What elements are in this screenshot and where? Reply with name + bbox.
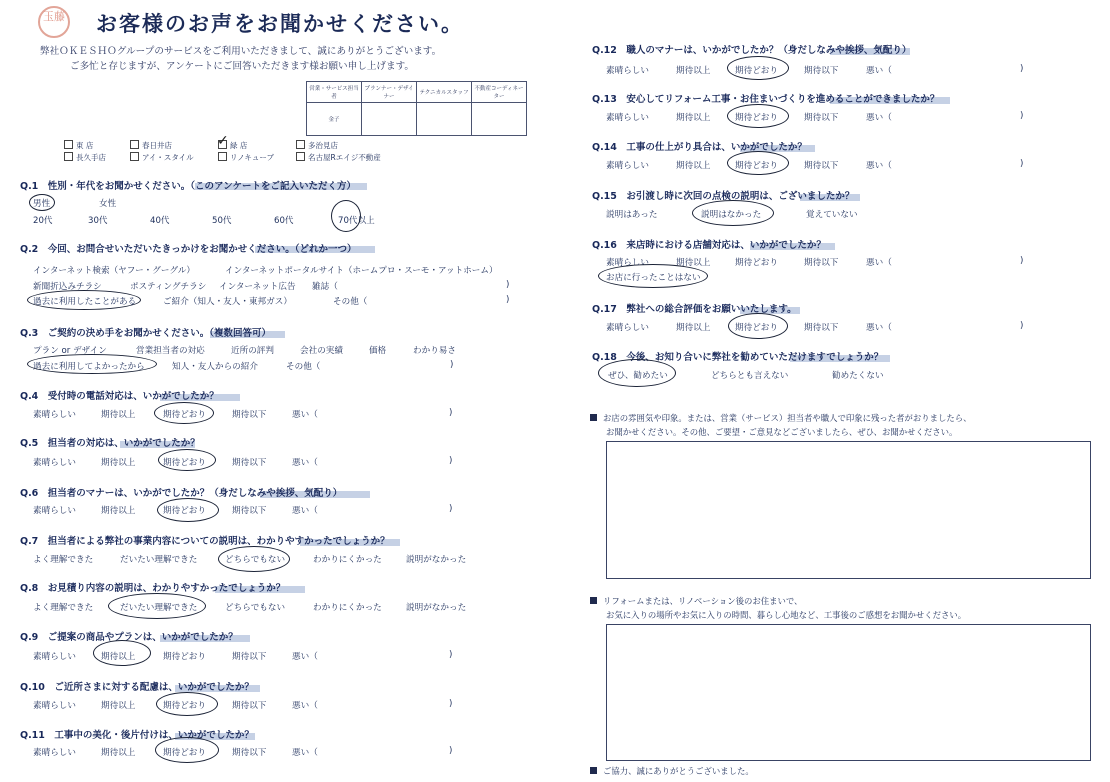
q9-option-above[interactable]: 期待以上 <box>101 652 136 662</box>
q11-option-poor[interactable]: 悪い（ <box>292 748 318 758</box>
question-7: Q.7 担当者による弊社の事業内容についての説明は、わかりやすかったでしょうか？ <box>20 536 390 547</box>
intro-line-2: ご多忙と存じますが、アンケートにご回答いただきます様お願い申し上げます。 <box>70 61 415 72</box>
option-20s[interactable]: 20代 <box>33 216 53 226</box>
q7-option-no-explanation[interactable]: 説明がなかった <box>406 555 467 565</box>
q17-option-poor[interactable]: 悪い（ <box>866 323 892 333</box>
option-price[interactable]: 価格 <box>369 346 387 356</box>
q10-option-poor[interactable]: 悪い（ <box>292 701 318 711</box>
q4-option-poor[interactable]: 悪い（ <box>292 410 318 420</box>
q14-option-as-expected[interactable]: 期待どおり <box>735 161 778 171</box>
q12-option-poor-close: ) <box>1020 64 1024 74</box>
q16-option-poor[interactable]: 悪い（ <box>866 258 892 268</box>
q15-option-not-explained[interactable]: 説明はなかった <box>701 210 762 220</box>
bullet-icon <box>590 414 597 421</box>
q17-option-poor-close: ) <box>1020 321 1024 331</box>
q5-option-poor-close: ) <box>449 456 453 466</box>
comment-box-1[interactable] <box>606 441 1091 579</box>
q11-option-excellent[interactable]: 素晴らしい <box>33 748 76 758</box>
q16-option-poor-close: ) <box>1020 256 1024 266</box>
q18-option-recommend[interactable]: ぜひ、勧めたい <box>608 371 668 381</box>
q8-option-no-explanation[interactable]: 説明がなかった <box>406 603 467 613</box>
question-9: Q.9 ご提案の商品やプランは、いかがでしたか？ <box>20 632 238 643</box>
thanks-message: ご協力、誠にありがとうございました。 <box>590 765 754 777</box>
q16-option-never-visited[interactable]: お店に行ったことはない <box>606 273 701 283</box>
store-checkbox-renocube[interactable]: リノキューブ <box>218 152 274 163</box>
q13-option-excellent[interactable]: 素晴らしい <box>606 113 649 123</box>
question-16: Q.16 来店時における店舗対応は、いかがでしたか？ <box>592 240 826 251</box>
option-other-close: ) <box>506 295 510 305</box>
q8-option-understood-well[interactable]: よく理解できた <box>33 603 94 613</box>
store-checkbox-midori[interactable]: 緑 店 <box>218 140 247 151</box>
option-female[interactable]: 女性 <box>99 199 117 209</box>
store-checkbox-kasugai[interactable]: 春日井店 <box>130 140 172 151</box>
q7-option-mostly-understood[interactable]: だいたい理解できた <box>120 555 198 565</box>
question-12: Q.12 職人のマナーは、いかがでしたか？（身だしなみや挨拶、気配り） <box>592 45 912 56</box>
q14-option-above[interactable]: 期待以上 <box>676 161 711 171</box>
q6-option-poor[interactable]: 悪い（ <box>292 506 318 516</box>
q14-option-below[interactable]: 期待以下 <box>804 161 839 171</box>
store-checkbox-r-age[interactable]: 名古屋Rエイジ不動産 <box>296 152 381 163</box>
q11-option-as-expected[interactable]: 期待どおり <box>163 748 206 758</box>
question-6: Q.6 担当者のマナーは、いかがでしたか？（身だしなみや挨拶、気配り） <box>20 488 343 499</box>
q17-option-excellent[interactable]: 素晴らしい <box>606 323 649 333</box>
staff-cell-planner[interactable] <box>362 103 417 136</box>
store-checkbox-i-style[interactable]: アイ・スタイル <box>130 152 194 163</box>
q5-option-poor[interactable]: 悪い（ <box>292 458 318 468</box>
seal-stamp: 玉藤 <box>38 6 70 38</box>
staff-header-technical: テクニカルスタッフ <box>417 82 472 103</box>
question-5: Q.5 担当者の対応は、いかがでしたか？ <box>20 438 200 449</box>
q13-option-as-expected[interactable]: 期待どおり <box>735 113 778 123</box>
q4-option-above[interactable]: 期待以上 <box>101 410 136 420</box>
q13-option-poor[interactable]: 悪い（ <box>866 113 892 123</box>
q16-option-excellent[interactable]: 素晴らしい <box>606 258 649 268</box>
q9-option-as-expected[interactable]: 期待どおり <box>163 652 206 662</box>
question-13: Q.13 安心してリフォーム工事・お住まいづくりを進めることができましたか？ <box>592 94 940 105</box>
q7-option-hard-to-understand[interactable]: わかりにくかった <box>313 555 382 565</box>
q5-option-excellent[interactable]: 素晴らしい <box>33 458 76 468</box>
q8-option-hard-to-understand[interactable]: わかりにくかった <box>313 603 382 613</box>
q9-option-poor[interactable]: 悪い（ <box>292 652 318 662</box>
q5-option-as-expected[interactable]: 期待どおり <box>163 458 206 468</box>
q14-option-excellent[interactable]: 素晴らしい <box>606 161 649 171</box>
q7-option-understood-well[interactable]: よく理解できた <box>33 555 94 565</box>
question-2: Q.2 今回、お問合せいただいたきっかけをお聞かせください。（どれか一つ） <box>20 244 357 255</box>
option-reputation[interactable]: 近所の評判 <box>231 346 274 356</box>
q9-option-poor-close: ) <box>449 650 453 660</box>
q7-option-neutral[interactable]: どちらでもない <box>225 555 286 565</box>
q17-option-as-expected[interactable]: 期待どおり <box>735 323 778 333</box>
question-11: Q.11 工事中の美化・後片付けは、いかがでしたか？ <box>20 730 254 741</box>
comment-prompt-2-line-1: リフォームまたは、リノベーション後のお住まいで、 <box>590 595 802 607</box>
option-40s[interactable]: 40代 <box>150 216 170 226</box>
option-other-q3-close: ) <box>450 360 454 370</box>
bullet-icon <box>590 767 597 774</box>
q6-option-poor-close: ) <box>449 504 453 514</box>
q11-option-poor-close: ) <box>449 746 453 756</box>
q8-option-neutral[interactable]: どちらでもない <box>225 603 286 613</box>
option-magazine[interactable]: 雑誌（ <box>312 282 338 292</box>
q15-option-explained[interactable]: 説明はあった <box>606 210 658 220</box>
q18-option-undecided[interactable]: どちらとも言えない <box>711 371 789 381</box>
option-internet-ad[interactable]: インターネット広告 <box>219 282 296 292</box>
staff-cell-technical[interactable] <box>417 103 472 136</box>
option-50s[interactable]: 50代 <box>212 216 232 226</box>
q12-option-below[interactable]: 期待以下 <box>804 66 839 76</box>
q6-option-below[interactable]: 期待以下 <box>232 506 267 516</box>
q10-option-as-expected[interactable]: 期待どおり <box>163 701 206 711</box>
q15-option-dont-remember[interactable]: 覚えていない <box>806 210 858 220</box>
q17-option-below[interactable]: 期待以下 <box>804 323 839 333</box>
q10-option-below[interactable]: 期待以下 <box>232 701 267 711</box>
q5-option-above[interactable]: 期待以上 <box>101 458 136 468</box>
question-8: Q.8 お見積り内容の説明は、わかりやすかったでしょうか？ <box>20 583 286 594</box>
option-internet-search[interactable]: インターネット検索（ヤフー・グーグル） <box>33 266 195 276</box>
q11-option-above[interactable]: 期待以上 <box>101 748 136 758</box>
q12-option-excellent[interactable]: 素晴らしい <box>606 66 649 76</box>
option-30s[interactable]: 30代 <box>88 216 108 226</box>
option-other-q3[interactable]: その他（ <box>286 362 321 372</box>
option-plan-design[interactable]: プラン or デザイン <box>33 346 107 356</box>
option-used-before[interactable]: 過去に利用したことがある <box>33 297 137 307</box>
option-referral[interactable]: ご紹介（知人・友人・東邦ガス） <box>163 297 292 307</box>
staff-header-sales: 営業・サービス担当者 <box>307 82 362 103</box>
option-male[interactable]: 男性 <box>33 199 51 209</box>
q6-option-excellent[interactable]: 素晴らしい <box>33 506 76 516</box>
q16-option-below[interactable]: 期待以下 <box>804 258 839 268</box>
comment-prompt-1-line-1: お店の雰囲気や印象。または、営業（サービス）担当者や職人で印象に残った者がおりましたら、 <box>590 412 972 424</box>
staff-cell-realestate[interactable] <box>472 103 527 136</box>
option-sales-response[interactable]: 営業担当者の対応 <box>136 346 205 356</box>
comment-prompt-2-line-2: お気に入りの場所やお気に入りの時間、暮らし心地など、工事後のご感想をお聞かせください。 <box>606 610 967 620</box>
option-magazine-close: ) <box>506 280 510 290</box>
q12-option-poor[interactable]: 悪い（ <box>866 66 892 76</box>
q4-option-as-expected[interactable]: 期待どおり <box>163 410 206 420</box>
option-track-record[interactable]: 会社の実績 <box>300 346 343 356</box>
q12-option-as-expected[interactable]: 期待どおり <box>735 66 778 76</box>
question-18: Q.18 今後、お知り合いに弊社を勧めていただけますでしょうか？ <box>592 352 884 363</box>
question-10: Q.10 ご近所さまに対する配慮は、いかがでしたか？ <box>20 682 254 693</box>
staff-table <box>306 81 527 136</box>
q13-option-below[interactable]: 期待以下 <box>804 113 839 123</box>
option-other[interactable]: その他（ <box>333 297 368 307</box>
q6-option-above[interactable]: 期待以上 <box>101 506 136 516</box>
store-checkbox-tajimi[interactable]: 多治見店 <box>296 140 338 151</box>
q4-option-below[interactable]: 期待以下 <box>232 410 267 420</box>
q12-option-above[interactable]: 期待以上 <box>676 66 711 76</box>
q13-option-poor-close: ) <box>1020 111 1024 121</box>
bullet-icon <box>590 597 597 604</box>
option-70s-plus[interactable]: 70代以上 <box>338 216 375 226</box>
option-60s[interactable]: 60代 <box>274 216 294 226</box>
q5-option-below[interactable]: 期待以下 <box>232 458 267 468</box>
q17-option-above[interactable]: 期待以上 <box>676 323 711 333</box>
question-17: Q.17 弊社への総合評価をお願いいたします。 <box>592 304 797 315</box>
staff-header-realestate: 不動産コーディネーター <box>472 82 527 103</box>
option-good-past-experience[interactable]: 過去に利用してよかったから <box>33 362 145 372</box>
q9-option-excellent[interactable]: 素晴らしい <box>33 652 76 662</box>
q11-option-below[interactable]: 期待以下 <box>232 748 267 758</box>
q6-option-as-expected[interactable]: 期待どおり <box>163 506 206 516</box>
option-clarity[interactable]: わかり易さ <box>413 346 456 356</box>
intro-line-1: 弊社ＯＫＥＳＨＯグループのサービスをご利用いただきまして、誠にありがとうございます。 <box>40 46 442 57</box>
checkmark-icon: ✓ <box>217 133 229 149</box>
option-newspaper-flyer[interactable]: 新聞折込みチラシ <box>33 282 102 292</box>
comment-prompt-1-line-2: お聞かせください。その他、ご要望・ご意見などございましたら、ぜひ、お聞かせください。 <box>606 427 958 437</box>
question-4: Q.4 受付時の電話対応は、いかがでしたか？ <box>20 391 219 402</box>
q8-option-mostly-understood[interactable]: だいたい理解できた <box>120 603 198 613</box>
q10-option-poor-close: ) <box>449 699 453 709</box>
q4-option-excellent[interactable]: 素晴らしい <box>33 410 76 420</box>
question-3: Q.3 ご契約の決め手をお聞かせください。（複数回答可） <box>20 328 272 339</box>
q18-option-not-recommend[interactable]: 勧めたくない <box>832 371 884 381</box>
staff-header-planner: プランナー・デザイナー <box>362 82 417 103</box>
q16-option-above[interactable]: 期待以上 <box>676 258 711 268</box>
comment-box-2[interactable] <box>606 624 1091 761</box>
q13-option-above[interactable]: 期待以上 <box>676 113 711 123</box>
option-friend-referral[interactable]: 知人・友人からの紹介 <box>172 362 258 372</box>
q14-option-poor-close: ) <box>1020 159 1024 169</box>
q10-option-above[interactable]: 期待以上 <box>101 701 136 711</box>
question-15: Q.15 お引渡し時に次回の点検の説明は、ございましたか？ <box>592 191 855 202</box>
q9-option-below[interactable]: 期待以下 <box>232 652 267 662</box>
store-checkbox-east[interactable]: 東 店 <box>64 140 93 151</box>
q14-option-poor[interactable]: 悪い（ <box>866 161 892 171</box>
q10-option-excellent[interactable]: 素晴らしい <box>33 701 76 711</box>
page-title: お客様のお声をお聞かせください。 <box>96 12 464 36</box>
option-portal-site[interactable]: インターネットポータルサイト（ホームプロ・スーモ・アットホーム） <box>225 266 498 276</box>
question-1: Q.1 性別・年代をお聞かせください。（このアンケートをご記入いただく方） <box>20 181 356 192</box>
store-checkbox-nagakute[interactable]: 長久手店 <box>64 152 106 163</box>
option-posting-flyer[interactable]: ポスティングチラシ <box>130 282 207 292</box>
q16-option-as-expected[interactable]: 期待どおり <box>735 258 778 268</box>
staff-signature[interactable]: 金子 <box>307 103 362 136</box>
q4-option-poor-close: ) <box>449 408 453 418</box>
question-14: Q.14 工事の仕上がり具合は、いかがでしたか？ <box>592 142 807 153</box>
